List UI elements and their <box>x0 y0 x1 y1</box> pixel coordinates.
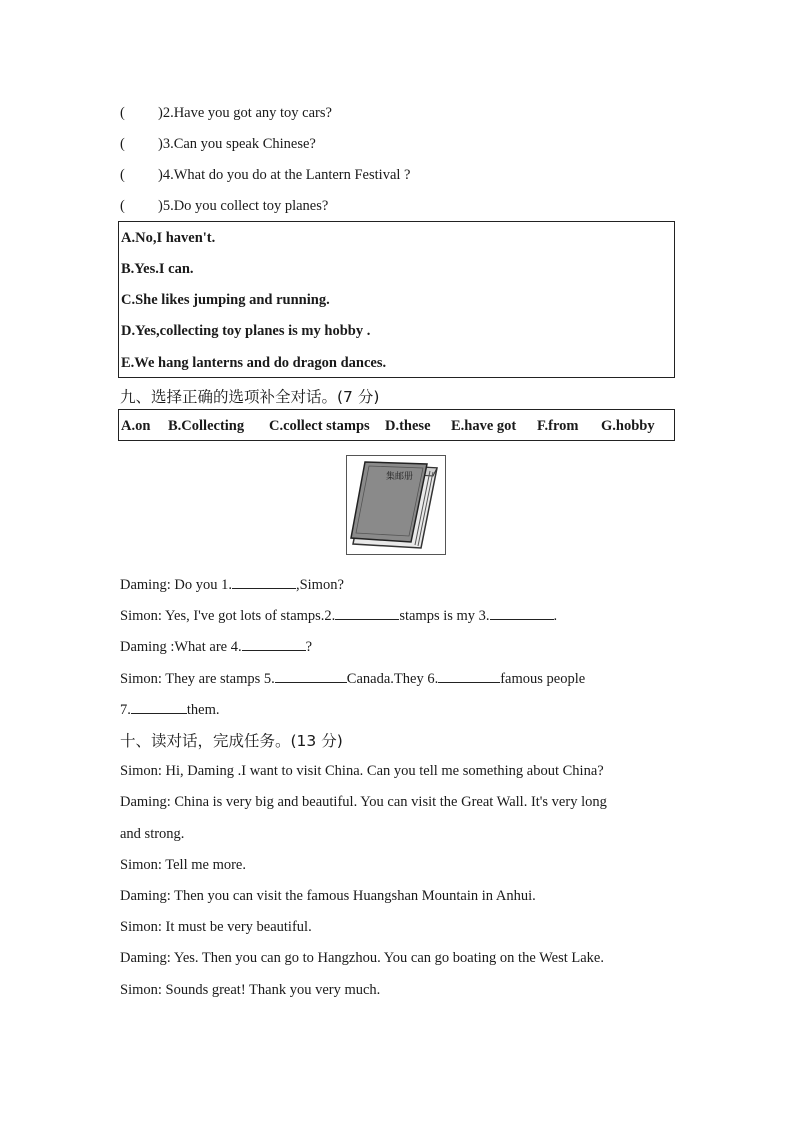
dialogue-line-5 <box>120 700 220 719</box>
dialogue-line-3 <box>120 637 312 656</box>
answer-paren[interactable]: ( <box>120 105 125 121</box>
question-text: )5.Do you collect toy planes? <box>158 198 329 214</box>
answer-paren[interactable]: ( <box>120 167 125 183</box>
dialogue-text: Daming: Do you 1. <box>120 577 232 593</box>
question-5 <box>120 197 328 215</box>
word-bank-item: B.Collecting <box>168 418 245 434</box>
word-bank-item: F.from <box>537 418 579 434</box>
dialogue-text: Simon: They are stamps 5. <box>120 671 275 687</box>
blank-6[interactable] <box>438 669 500 683</box>
answer-paren[interactable]: ( <box>120 136 125 152</box>
stamp-album-image <box>346 455 446 555</box>
word-bank-box <box>118 409 675 441</box>
blank-4[interactable] <box>242 637 306 651</box>
dialogue-text: stamps is my 3. <box>399 608 490 624</box>
option-e: E.We hang lanterns and do dragon dances. <box>121 355 387 371</box>
blank-5[interactable] <box>275 669 347 683</box>
option-a: A.No,I haven't. <box>121 230 216 246</box>
album-title: 集邮册 <box>386 472 414 482</box>
reading-line: Daming: China is very big and beautiful. You can visit the Great Wall. It's very long <box>120 794 607 810</box>
section9-heading: 九、选择正确的选项补全对话。(7 分) <box>120 388 380 406</box>
blank-1[interactable] <box>232 575 296 589</box>
dialogue-line-4 <box>120 669 585 688</box>
reading-line: Simon: It must be very beautiful. <box>120 919 312 935</box>
option-d: D.Yes,collecting toy planes is my hobby . <box>121 323 371 339</box>
word-bank-item: D.these <box>385 418 431 434</box>
word-bank-item: E.have got <box>451 418 517 434</box>
dialogue-text: Daming :What are 4. <box>120 639 242 655</box>
question-text: )4.What do you do at the Lantern Festival ? <box>158 167 411 183</box>
dialogue-text: ,Simon? <box>295 577 344 593</box>
word-bank-item: G.hobby <box>601 418 655 434</box>
blank-7[interactable] <box>131 700 187 714</box>
dialogue-text: famous people <box>500 671 586 687</box>
dialogue-line-1 <box>120 575 344 594</box>
dialogue-text: them. <box>186 702 220 718</box>
reading-line: Simon: Hi, Daming .I want to visit China. Can you tell me something about China? <box>120 763 604 779</box>
question-text: )2.Have you got any toy cars? <box>158 105 332 121</box>
dialogue-line-2 <box>120 606 557 625</box>
reading-line: Daming: Yes. Then you can go to Hangzhou. You can go boating on the West Lake. <box>120 950 604 966</box>
section10-heading: 十、读对话，完成任务。(13 分) <box>120 732 343 750</box>
reading-line: and strong. <box>120 826 185 842</box>
dialogue-text: 7. <box>120 702 131 718</box>
question-3 <box>120 135 316 153</box>
blank-2[interactable] <box>335 606 399 620</box>
answer-paren[interactable]: ( <box>120 198 125 214</box>
dialogue-text: Canada.They 6. <box>346 671 439 687</box>
question-4 <box>120 166 410 184</box>
dialogue-text: ? <box>305 639 313 655</box>
question-text: )3.Can you speak Chinese? <box>158 136 316 152</box>
reading-line: Daming: Then you can visit the famous Huangshan Mountain in Anhui. <box>120 888 536 904</box>
word-bank-item: C.collect stamps <box>269 418 370 434</box>
reading-line: Simon: Tell me more. <box>120 857 246 873</box>
dialogue-text: . <box>553 608 558 624</box>
option-c: C.She likes jumping and running. <box>121 292 330 308</box>
dialogue-text: Simon: Yes, I've got lots of stamps.2. <box>120 608 336 624</box>
option-b: B.Yes.I can. <box>121 261 194 277</box>
reading-line: Simon: Sounds great! Thank you very much. <box>120 982 381 998</box>
blank-3[interactable] <box>490 606 554 620</box>
answer-options-box <box>118 221 675 378</box>
word-bank-item: A.on <box>121 418 151 434</box>
question-2 <box>120 104 332 122</box>
